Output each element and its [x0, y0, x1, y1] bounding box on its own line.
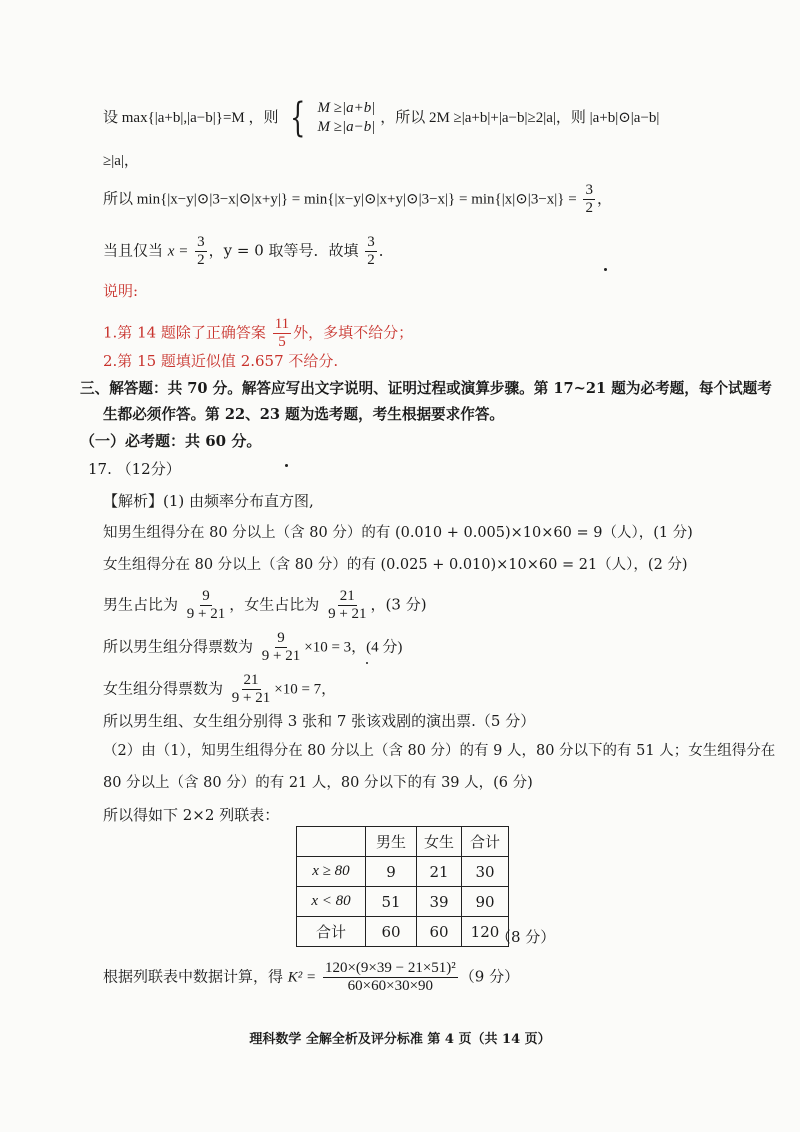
solution-step-4: 男生占比为 $\frac{9}{9 + 21}$ ，女生占比为 $\frac{21}{9 + 21}$ ，(3 分) — [103, 588, 427, 622]
contingency-table — [296, 826, 509, 947]
solution-step-9: 80 分以上（含 80 分）的有 21 人，80 分以下的有 39 人，(6 分) — [103, 775, 533, 791]
fraction-female-ratio: $\frac{21}{9 + 21}$ — [328, 588, 367, 622]
table-row — [297, 857, 509, 887]
solution-step-8: （2）由（1），知男生组得分在 80 分以上（含 80 分）的有 9 人，80 分以下的有 51 人；女生组得分在 — [103, 743, 776, 759]
speck — [604, 268, 607, 271]
fraction-eleven-fifths: $\frac{11}{5}$ — [274, 316, 290, 350]
left-brace: { — [290, 95, 306, 141]
table-row — [297, 887, 509, 917]
solution-step-3: 女生组得分在 80 分以上（含 80 分）的有 (0.025 + 0.010)×10×60 = 21（人），(2 分) — [103, 557, 688, 573]
table-cell: 9 — [366, 857, 417, 887]
derivation-line-1: 设 max{|a+b|,|a−b|}=M ，则 { M ≥|a+b| M ≥|a−b| ，所以 2M ≥|a+b|+|a−b|≥2|a|，则 |a+b|⊙|a−b| — [103, 95, 660, 141]
derivation-line-2: ≥|a|， — [103, 153, 139, 169]
fraction-female-votes: $\frac{21}{9 + 21}$ — [231, 672, 271, 706]
derivation-line-4: 当且仅当 x = $\frac{3}{2}$ ，y = 0 取等号．故填 $\frac{3}{2}$ ． — [103, 234, 394, 268]
table-header-cell: 男生 — [366, 827, 417, 857]
derivation-line-3: 所以 min{|x−y|⊙|3−x|⊙|x+y|} = min{|x−y|⊙|x+y|⊙|3−x|} = min{|x|⊙|3−x|} = $\frac{3}{2}$ ， — [103, 182, 612, 216]
section-heading-line-1: 三、解答题：共 70 分。解答应写出文字说明、证明过程或演算步骤。第 17~21 题为必考题，每个试题考 — [80, 380, 772, 397]
table-header-cell: 女生 — [417, 827, 462, 857]
table-cell: 90 — [462, 887, 509, 917]
table-cell: 60 — [417, 917, 462, 947]
score-annotation: （8 分） — [496, 928, 556, 946]
table-cell: 30 — [462, 857, 509, 887]
table-cell: x < 80 — [297, 887, 366, 917]
table-cell: 39 — [417, 887, 462, 917]
note-title: 说明: — [103, 282, 139, 300]
table-cell: 21 — [417, 857, 462, 887]
solution-step-7: 所以男生组、女生组分别得 3 张和 7 张该戏剧的演出票.（5 分） — [103, 712, 536, 730]
fraction-three-halves: $\frac{3}{2}$ — [367, 234, 375, 268]
table-cell: 60 — [366, 917, 417, 947]
inequality-cases: M ≥|a+b| M ≥|a−b| — [317, 100, 376, 135]
fraction-three-halves: $\frac{3}{2}$ — [585, 182, 593, 216]
speck — [285, 464, 288, 467]
note-item-1: 1.第 14 题除了正确答案 $\frac{11}{5}$ 外，多填不给分； — [103, 316, 414, 350]
speck — [366, 662, 368, 664]
solution-step-2: 知男生组得分在 80 分以上（含 80 分）的有 (0.010 + 0.005)×10×60 = 9（人），(1 分) — [103, 525, 693, 541]
section-subheading: （一）必考题：共 60 分。 — [80, 432, 262, 450]
solution-step-6: 女生组分得票数为 $\frac{21}{9 + 21}$ ×10 = 7， — [103, 672, 337, 706]
table-cell: 51 — [366, 887, 417, 917]
solution-step-10: 所以得如下 2×2 列联表： — [103, 806, 280, 824]
table-cell: 合计 — [297, 917, 366, 947]
solution-step-5: 所以男生组分得票数为 $\frac{9}{9 + 21}$ ×10 = 3，(4 分) — [103, 630, 403, 664]
fraction-male-ratio: $\frac{9}{9 + 21}$ — [186, 588, 226, 622]
fraction-male-votes: $\frac{9}{9 + 21}$ — [261, 630, 301, 664]
fraction-three-halves: $\frac{3}{2}$ — [197, 234, 205, 268]
table-cell: x ≥ 80 — [297, 857, 366, 887]
chi-square-formula: 根据列联表中数据计算，得 K² = $\frac{\text{120×(9×39 − 21×51)²}}{60\times 60\times 30\times 90}$ （9 分） — [103, 960, 520, 994]
note-item-2: 2.第 15 题填近似值 2.657 不给分. — [103, 352, 339, 370]
table-header-row — [297, 827, 509, 857]
solution-step-1: 【解析】(1) 由频率分布直方图, — [103, 492, 314, 510]
table-row — [297, 917, 509, 947]
table-header-cell: 合计 — [462, 827, 509, 857]
question-title: 17. （12分） — [88, 460, 181, 478]
fraction-chi-square: $\frac{\text{120×(9×39 − 21×51)²}}{60\times 60\times 30\times 90}$ — [324, 960, 456, 994]
page-footer: 理科数学 全解全析及评分标准 第 4 页（共 14 页） — [249, 1032, 551, 1047]
table-header-cell — [297, 827, 366, 857]
table-cell: 120 — [462, 917, 509, 947]
section-heading-line-2: 生都必须作答。第 22、23 题为选考题，考生根据要求作答。 — [103, 406, 505, 423]
